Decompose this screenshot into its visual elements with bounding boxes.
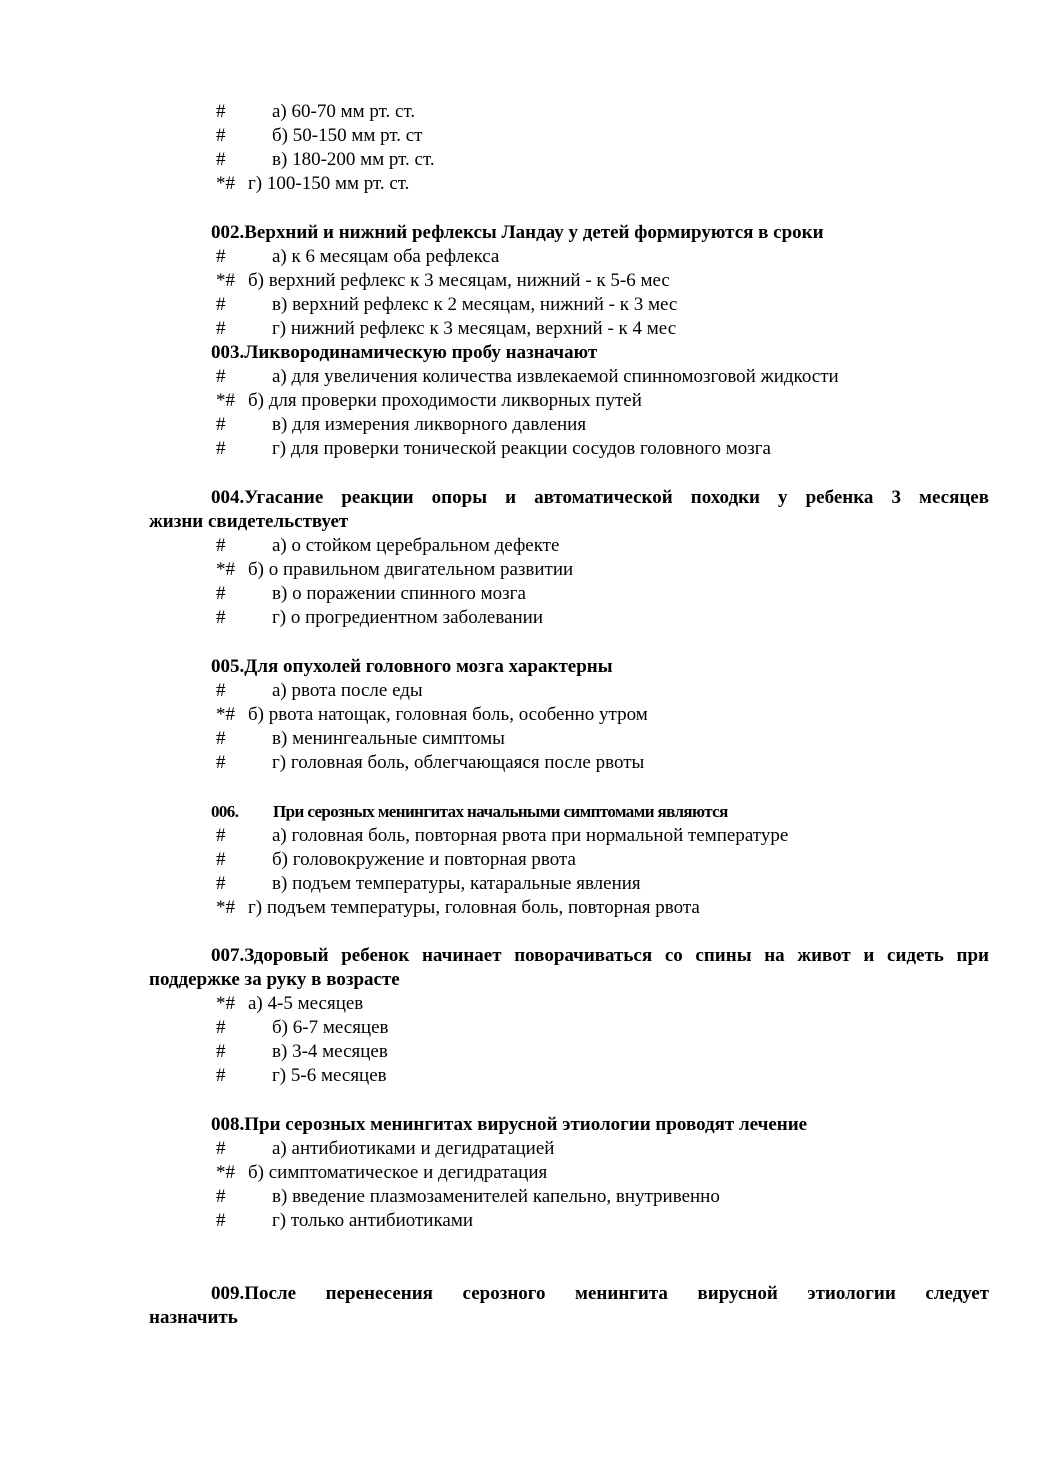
option-label: в) <box>272 294 288 315</box>
question-002-title <box>211 221 824 245</box>
answer-mark: # <box>216 583 226 604</box>
option-label: б) <box>272 1017 288 1038</box>
question-text: Ликвородинамическую пробу назначают <box>244 342 598 363</box>
question-number: 002. <box>211 222 245 243</box>
answer-mark: # <box>216 366 226 387</box>
correct-answer-mark: *# <box>216 897 235 918</box>
question-003-title <box>211 341 597 365</box>
option-label: г) <box>272 438 287 459</box>
question-005-title <box>211 655 613 679</box>
answer-mark: # <box>216 294 226 315</box>
option-label: б) <box>248 1162 264 1183</box>
question-006-title <box>211 800 728 824</box>
option-text: верхний рефлекс к 3 месяцам, нижний - к 5-6 мес <box>268 270 670 291</box>
option-text: 100-150 мм рт. ст. <box>266 173 410 194</box>
option-label: а) <box>272 825 287 846</box>
correct-answer-mark: *# <box>216 173 235 194</box>
answer-mark: # <box>216 101 226 122</box>
question-number: 008. <box>211 1114 245 1135</box>
answer-mark: # <box>216 873 226 894</box>
answer-mark: # <box>216 438 226 459</box>
question-004-title <box>149 486 989 534</box>
option-text: рвота после еды <box>291 680 423 701</box>
option-text: головная боль, повторная рвота при нормальной температуре <box>291 825 789 846</box>
option-text: рвота натощак, головная боль, особенно утром <box>268 704 648 725</box>
option-label: а) <box>272 680 287 701</box>
option-text: 60-70 мм рт. ст. <box>291 101 416 122</box>
option-label: г) <box>248 897 263 918</box>
correct-answer-mark: *# <box>216 993 235 1014</box>
question-number: 005. <box>211 656 245 677</box>
question-008-title <box>211 1113 807 1137</box>
option-label: а) <box>272 246 287 267</box>
correct-answer-mark: *# <box>216 270 235 291</box>
option-label: г) <box>272 1065 287 1086</box>
option-label: а) <box>272 101 287 122</box>
option-text: для измерения ликворного давления <box>292 414 587 435</box>
option-label: б) <box>248 270 264 291</box>
option-text: менингеальные симптомы <box>292 728 505 749</box>
question-number: 007. <box>211 945 245 966</box>
question-text-line-1: Угасание реакции опоры и автоматической походки у ребенка 3 месяцев <box>244 487 989 508</box>
correct-answer-mark: *# <box>216 390 235 411</box>
question-number: 004. <box>211 487 245 508</box>
answer-mark: # <box>216 752 226 773</box>
option-label: в) <box>272 149 288 170</box>
option-text: к 6 месяцам оба рефлекса <box>291 246 500 267</box>
correct-answer-mark: *# <box>216 559 235 580</box>
answer-mark: # <box>216 728 226 749</box>
option-text: о стойком церебральном дефекте <box>291 535 560 556</box>
option-label: в) <box>272 583 288 604</box>
answer-mark: # <box>216 825 226 846</box>
option-label: б) <box>248 559 264 580</box>
question-number: 009. <box>211 1283 245 1304</box>
answer-mark: # <box>216 149 226 170</box>
option-text: 5-6 месяцев <box>290 1065 387 1086</box>
question-text: Для опухолей головного мозга характерны <box>244 656 613 677</box>
option-text: о правильном двигательном развитии <box>268 559 574 580</box>
correct-answer-mark: *# <box>216 1162 235 1183</box>
option-text: подъем температуры, головная боль, повторная рвота <box>266 897 700 918</box>
question-007-title <box>149 944 989 992</box>
answer-mark: # <box>216 849 226 870</box>
option-text: о прогредиентном заболевании <box>290 607 544 628</box>
question-009-title <box>149 1282 989 1330</box>
option-text: головокружение и повторная рвота <box>292 849 576 870</box>
option-label: а) <box>272 1138 287 1159</box>
option-text: для проверки тонической реакции сосудов головного мозга <box>290 438 771 459</box>
option-label: а) <box>248 993 263 1014</box>
option-label: г) <box>272 607 287 628</box>
question-text-line-1: После перенесения серозного менингита вирусной этиологии следует <box>244 1283 989 1304</box>
option-text: антибиотиками и дегидратацией <box>291 1138 555 1159</box>
option-text: введение плазмозаменителей капельно, внутривенно <box>292 1186 720 1207</box>
option-label: в) <box>272 414 288 435</box>
question-number: 003. <box>211 342 245 363</box>
question-text: При серозных менингитах начальными симптомами являются <box>273 802 728 821</box>
answer-mark: # <box>216 680 226 701</box>
option-text: нижний рефлекс к 3 месяцам, верхний - к 4 мес <box>290 318 677 339</box>
option-text: только антибиотиками <box>290 1210 474 1231</box>
answer-mark: # <box>216 246 226 267</box>
answer-mark: # <box>216 1186 226 1207</box>
option-text: о поражении спинного мозга <box>292 583 526 604</box>
option-label: в) <box>272 873 288 894</box>
answer-mark: # <box>216 1017 226 1038</box>
option-label: г) <box>272 1210 287 1231</box>
option-label: г) <box>248 173 263 194</box>
option-label: в) <box>272 1186 288 1207</box>
option-label: б) <box>248 704 264 725</box>
answer-mark: # <box>216 1138 226 1159</box>
option-text: симптоматическое и дегидратация <box>268 1162 548 1183</box>
option-text: верхний рефлекс к 2 месяцам, нижний - к 3 мес <box>292 294 678 315</box>
option-text: 50-150 мм рт. ст <box>292 125 423 146</box>
answer-mark: # <box>216 125 226 146</box>
option-text: для увеличения количества извлекаемой спинномозговой жидкости <box>291 366 839 387</box>
option-text: 4-5 месяцев <box>267 993 364 1014</box>
answer-mark: # <box>216 414 226 435</box>
question-text: Верхний и нижний рефлексы Ландау у детей формируются в сроки <box>244 222 824 243</box>
option-label: г) <box>272 318 287 339</box>
option-label: а) <box>272 535 287 556</box>
option-label: а) <box>272 366 287 387</box>
option-label: б) <box>272 125 288 146</box>
correct-answer-mark: *# <box>216 704 235 725</box>
question-number: 006. <box>211 802 239 821</box>
answer-mark: # <box>216 1065 226 1086</box>
option-label: б) <box>272 849 288 870</box>
option-text: подъем температуры, катаральные явления <box>292 873 641 894</box>
answer-mark: # <box>216 1210 226 1231</box>
option-text: 3-4 месяцев <box>292 1041 388 1062</box>
question-text-line-1: Здоровый ребенок начинает поворачиваться со спины на живот и сидеть при <box>244 945 989 966</box>
answer-mark: # <box>216 1041 226 1062</box>
option-text: 6-7 месяцев <box>292 1017 389 1038</box>
answer-mark: # <box>216 318 226 339</box>
question-text-line-2: назначить <box>149 1307 238 1328</box>
option-label: б) <box>248 390 264 411</box>
option-text: для проверки проходимости ликворных путей <box>268 390 642 411</box>
question-text-line-2: поддержке за руку в возрасте <box>149 969 400 990</box>
option-text: головная боль, облегчающаяся после рвоты <box>290 752 645 773</box>
answer-mark: # <box>216 607 226 628</box>
option-text: 180-200 мм рт. ст. <box>292 149 435 170</box>
option-label: в) <box>272 1041 288 1062</box>
question-text: При серозных менингитах вирусной этиологии проводят лечение <box>244 1114 808 1135</box>
option-label: г) <box>272 752 287 773</box>
question-text-line-2: жизни свидетельствует <box>149 511 349 532</box>
option-label: в) <box>272 728 288 749</box>
answer-mark: # <box>216 535 226 556</box>
